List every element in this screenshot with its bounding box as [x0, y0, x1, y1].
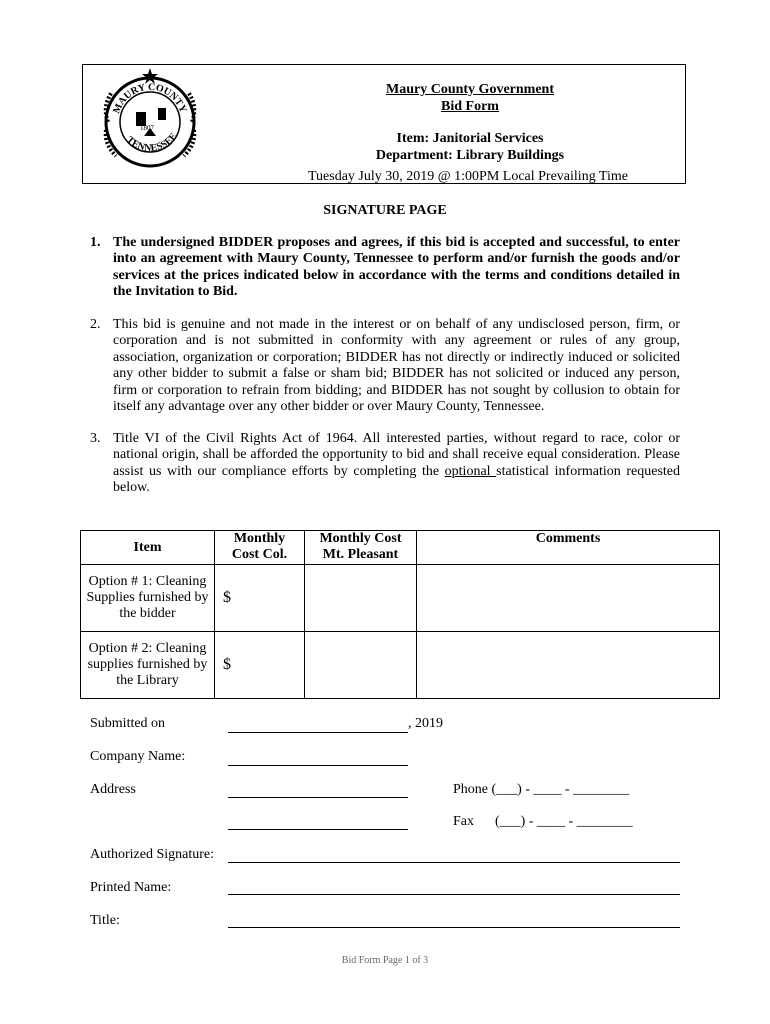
authorized-signature-field[interactable]: [228, 862, 680, 863]
submitted-on-field[interactable]: [228, 732, 408, 733]
fax-field[interactable]: Fax (___) - ____ - ________: [453, 814, 633, 829]
header-text: [230, 82, 710, 182]
title-field[interactable]: [228, 927, 680, 928]
printed-name-label: Printed Name:: [90, 880, 172, 895]
item-line: Item: Janitorial Services: [396, 131, 544, 146]
submitted-on-label: Submitted on: [90, 716, 166, 731]
submitted-year: , 2019: [408, 716, 443, 731]
org-name: Maury County Government: [386, 82, 554, 97]
header-comments: Comments: [417, 531, 720, 565]
department-line: Department: Library Buildings: [375, 148, 565, 163]
row-2-cost-mt-pleasant-input[interactable]: [305, 632, 417, 699]
header-item: Item: [81, 531, 215, 565]
row-2-cost-col-input[interactable]: $: [215, 632, 305, 699]
phone-field[interactable]: Phone (___) - ____ - ________: [453, 782, 630, 797]
table-row: [81, 632, 720, 699]
page-title: SIGNATURE PAGE: [323, 203, 447, 218]
svg-text:TENNESSEE: TENNESSEE: [124, 131, 180, 155]
authorized-signature-label: Authorized Signature:: [90, 847, 215, 862]
date-line: Tuesday July 30, 2019 @ 1:00PM Local Prevailing Time: [307, 169, 628, 184]
paragraph-2: 2. This bid is genuine and not made in the interest or on behalf of any undisclosed person, firm, or corporation and is not submitted in conformity with any agreement or rules of any group, association, organization or corporation; BIDDER has not directly or indirectly induced or solicited any other bidder to submit a false or sham bid; BIDDER has not solicited or induced any person, firm or corporation to refrain from bidding; and BIDDER has not sought by collusion to obtain for itself any advantage over any other bidder or over Maury County, Tennessee.: [90, 317, 680, 415]
row-1-cost-col-input[interactable]: $: [215, 565, 305, 632]
row-1-comments-input[interactable]: [417, 565, 720, 632]
company-name-label: Company Name:: [90, 749, 186, 764]
table-row: [81, 565, 720, 632]
paragraph-3: 3. Title VI of the Civil Rights Act of 1964. All interested parties, without regard to race, color or national origin, shall be afforded the opportunity to bid and shall receive equal consideration. Please assist us with our compliance efforts by completing the optional statistical information requested below.: [90, 431, 680, 496]
row-2-comments-input[interactable]: [417, 632, 720, 699]
printed-name-field[interactable]: [228, 894, 680, 895]
county-seal-icon: [96, 66, 204, 174]
form-name: Bid Form: [441, 99, 499, 114]
address-label: Address: [90, 782, 136, 797]
page-footer: Bid Form Page 1 of 3: [341, 955, 429, 966]
company-name-field[interactable]: [228, 765, 408, 766]
svg-text:MAURY COUNTY: MAURY COUNTY: [111, 81, 189, 116]
paragraph-1: 1. The undersigned BIDDER proposes and agrees, if this bid is accepted and successful, to enter into an agreement with Maury County, Tennessee to perform and/or furnish the goods and/or services at the prices indicated below in accordance with the terms and conditions detailed in the Invitation to Bid.: [90, 235, 680, 300]
title-label: Title:: [90, 913, 120, 928]
header-monthly-cost-col: Monthly Cost Col.: [215, 531, 305, 565]
address-field-line-1[interactable]: [228, 797, 408, 798]
header-monthly-cost-mt-pleasant: Monthly Cost Mt. Pleasant: [305, 531, 417, 565]
address-field-line-2[interactable]: [228, 829, 408, 830]
bid-price-table: [80, 530, 720, 699]
table-header-row: [81, 531, 720, 565]
row-2-item: Option # 2: Cleaning supplies furnished by the Library: [81, 632, 215, 699]
svg-text:1807: 1807: [140, 124, 154, 132]
row-1-item: Option # 1: Cleaning Supplies furnished by the bidder: [81, 565, 215, 632]
row-1-cost-mt-pleasant-input[interactable]: [305, 565, 417, 632]
